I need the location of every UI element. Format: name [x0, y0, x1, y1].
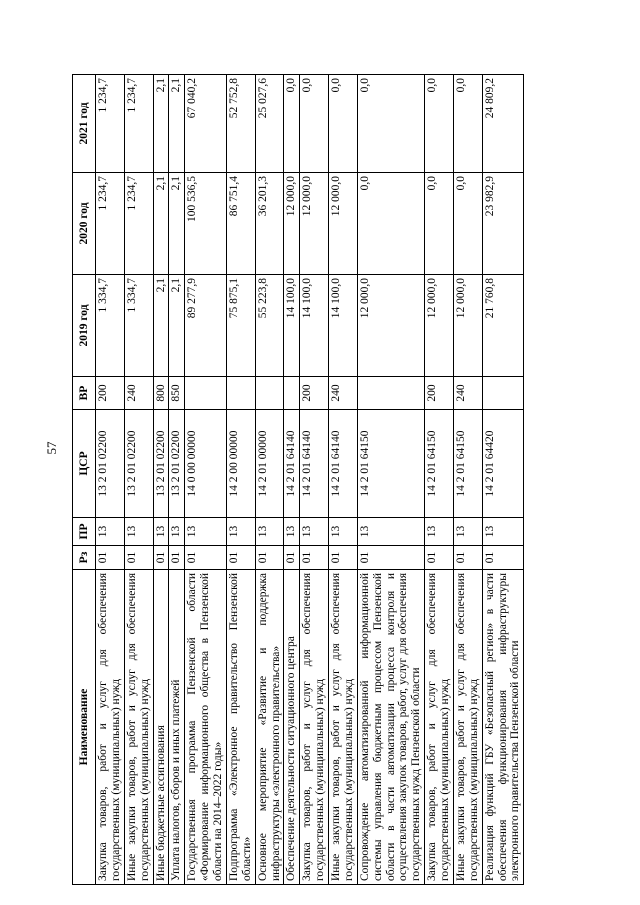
cell-y2019: 2,1 [169, 275, 185, 377]
cell-csr: 14 2 00 00000 [226, 410, 255, 518]
cell-y2019: 1 334,7 [124, 275, 153, 377]
cell-csr: 13 2 01 02200 [124, 410, 153, 518]
header-2021: 2021 год [73, 75, 96, 173]
header-csr: ЦСР [73, 410, 96, 518]
table-row [482, 75, 524, 885]
cell-csr: 14 2 01 64150 [425, 410, 454, 518]
cell-vr: 200 [300, 377, 329, 410]
cell-rz: 01 [226, 546, 255, 570]
cell-y2019: 12 000,0 [425, 275, 454, 377]
cell-y2020: 0,0 [425, 173, 454, 275]
table-row [153, 75, 169, 885]
cell-y2019: 1 334,7 [96, 275, 125, 377]
cell-rz: 01 [300, 546, 329, 570]
cell-pr: 13 [96, 518, 125, 546]
cell-vr: 800 [153, 377, 169, 410]
cell-y2020: 86 751,4 [226, 173, 255, 275]
cell-pr: 13 [169, 518, 185, 546]
cell-y2019: 12 000,0 [453, 275, 482, 377]
cell-pr: 13 [153, 518, 169, 546]
cell-y2020: 12 000,0 [300, 173, 329, 275]
cell-rz: 01 [425, 546, 454, 570]
cell-name: Иные закупки товаров, работ и услуг для обеспечения государственных (муниципальных) нужд [453, 570, 482, 885]
cell-y2021: 0,0 [453, 75, 482, 173]
cell-y2021: 25 027,6 [255, 75, 284, 173]
cell-vr: 200 [96, 377, 125, 410]
cell-vr: 240 [453, 377, 482, 410]
table-row [453, 75, 482, 885]
cell-pr: 13 [329, 518, 358, 546]
header-pr: ПР [73, 518, 96, 546]
cell-y2021: 1 234,7 [124, 75, 153, 173]
cell-y2019: 89 277,9 [185, 275, 227, 377]
cell-pr: 13 [425, 518, 454, 546]
cell-csr: 14 2 01 64140 [329, 410, 358, 518]
table-row [96, 75, 125, 885]
table-row [124, 75, 153, 885]
cell-pr: 13 [453, 518, 482, 546]
table-row [425, 75, 454, 885]
cell-y2020: 12 000,0 [284, 173, 300, 275]
cell-y2021: 2,1 [169, 75, 185, 173]
cell-name: Иные бюджетные ассигнования [153, 570, 169, 885]
cell-y2021: 0,0 [425, 75, 454, 173]
cell-pr: 13 [185, 518, 227, 546]
cell-y2020: 0,0 [357, 173, 424, 275]
cell-y2020: 1 234,7 [124, 173, 153, 275]
cell-vr [185, 377, 227, 410]
cell-y2019: 55 223,8 [255, 275, 284, 377]
cell-name: Реализация функций ГБУ «Безопасный регион» в части обеспечения функционирования инфраструктуры электронного правительства Пензенской области [482, 570, 524, 885]
cell-csr: 14 2 01 00000 [255, 410, 284, 518]
cell-csr: 13 2 01 02200 [169, 410, 185, 518]
cell-y2020: 12 000,0 [329, 173, 358, 275]
cell-y2019: 14 100,0 [329, 275, 358, 377]
cell-y2020: 36 201,3 [255, 173, 284, 275]
cell-y2021: 1 234,7 [96, 75, 125, 173]
cell-vr: 850 [169, 377, 185, 410]
table-header-row [73, 75, 96, 885]
cell-y2020: 2,1 [169, 173, 185, 275]
cell-pr: 13 [482, 518, 524, 546]
cell-pr: 13 [300, 518, 329, 546]
cell-rz: 01 [153, 546, 169, 570]
cell-rz: 01 [169, 546, 185, 570]
table-row [357, 75, 424, 885]
header-vr: ВР [73, 377, 96, 410]
cell-name: Закупка товаров, работ и услуг для обеспечения государственных (муниципальных) нужд [425, 570, 454, 885]
cell-y2019: 2,1 [153, 275, 169, 377]
cell-y2021: 0,0 [300, 75, 329, 173]
cell-name: Государственная программа Пензенской области «Формирование информационного общества в Пензенской области на 2014–2022 годы» [185, 570, 227, 885]
cell-y2020: 23 982,9 [482, 173, 524, 275]
cell-y2021: 24 809,2 [482, 75, 524, 173]
cell-name: Обеспечение деятельности ситуационного центра [284, 570, 300, 885]
budget-table [72, 74, 524, 885]
table-row [329, 75, 358, 885]
cell-vr: 240 [329, 377, 358, 410]
header-name: Наименование [73, 570, 96, 885]
cell-y2019: 14 100,0 [284, 275, 300, 377]
cell-rz: 01 [124, 546, 153, 570]
cell-rz: 01 [453, 546, 482, 570]
table-row [226, 75, 255, 885]
cell-csr: 14 2 01 64150 [357, 410, 424, 518]
cell-pr: 13 [255, 518, 284, 546]
cell-y2019: 14 100,0 [300, 275, 329, 377]
cell-y2020: 1 234,7 [96, 173, 125, 275]
cell-pr: 13 [284, 518, 300, 546]
cell-vr [482, 377, 524, 410]
cell-rz: 01 [329, 546, 358, 570]
cell-y2021: 52 752,8 [226, 75, 255, 173]
cell-y2021: 67 040,2 [185, 75, 227, 173]
table-row [169, 75, 185, 885]
cell-y2019: 21 760,8 [482, 275, 524, 377]
cell-vr [226, 377, 255, 410]
cell-y2021: 0,0 [284, 75, 300, 173]
cell-csr: 14 2 01 64140 [284, 410, 300, 518]
cell-rz: 01 [96, 546, 125, 570]
cell-pr: 13 [357, 518, 424, 546]
cell-rz: 01 [482, 546, 524, 570]
cell-pr: 13 [226, 518, 255, 546]
cell-y2020: 0,0 [453, 173, 482, 275]
cell-name: Основное мероприятие «Развитие и поддержка инфраструктуры «электронного правительства» [255, 570, 284, 885]
table-row [185, 75, 227, 885]
header-rz: Рз [73, 546, 96, 570]
cell-name: Уплата налогов, сборов и иных платежей [169, 570, 185, 885]
header-2020: 2020 год [73, 173, 96, 275]
cell-name: Сопровождение автоматизированной информационной системы управления бюджетным процессом Пензенской области в части автоматизации процесса контроля и осуществления закупок товаров, работ, услуг для обеспечения государственных нужд Пензенской области [357, 570, 424, 885]
cell-vr [357, 377, 424, 410]
cell-csr: 14 2 01 64150 [453, 410, 482, 518]
cell-y2021: 0,0 [357, 75, 424, 173]
cell-rz: 01 [357, 546, 424, 570]
cell-name: Закупка товаров, работ и услуг для обеспечения государственных (муниципальных) нужд [96, 570, 125, 885]
cell-csr: 13 2 01 02200 [96, 410, 125, 518]
cell-vr: 240 [124, 377, 153, 410]
cell-name: Подпрограмма «Электронное правительство Пензенской области» [226, 570, 255, 885]
header-2019: 2019 год [73, 275, 96, 377]
page-number: 57 [44, 441, 59, 455]
table-row [255, 75, 284, 885]
cell-rz: 01 [255, 546, 284, 570]
cell-csr: 14 2 01 64420 [482, 410, 524, 518]
cell-name: Иные закупки товаров, работ и услуг для обеспечения государственных (муниципальных) нужд [124, 570, 153, 885]
cell-y2019: 75 875,1 [226, 275, 255, 377]
cell-y2021: 2,1 [153, 75, 169, 173]
table-row [300, 75, 329, 885]
cell-rz: 01 [185, 546, 227, 570]
cell-y2020: 2,1 [153, 173, 169, 275]
cell-y2021: 0,0 [329, 75, 358, 173]
rotated-table-container [72, 75, 605, 885]
cell-csr: 13 2 01 02200 [153, 410, 169, 518]
cell-vr [255, 377, 284, 410]
cell-y2019: 12 000,0 [357, 275, 424, 377]
cell-pr: 13 [124, 518, 153, 546]
cell-y2020: 100 536,5 [185, 173, 227, 275]
cell-rz: 01 [284, 546, 300, 570]
cell-vr [284, 377, 300, 410]
cell-name: Закупка товаров, работ и услуг для обеспечения государственных (муниципальных) нужд [300, 570, 329, 885]
table-row [284, 75, 300, 885]
cell-csr: 14 2 01 64140 [300, 410, 329, 518]
cell-name: Иные закупки товаров, работ и услуг для обеспечения государственных (муниципальных) нужд [329, 570, 358, 885]
cell-vr: 200 [425, 377, 454, 410]
cell-csr: 14 0 00 00000 [185, 410, 227, 518]
